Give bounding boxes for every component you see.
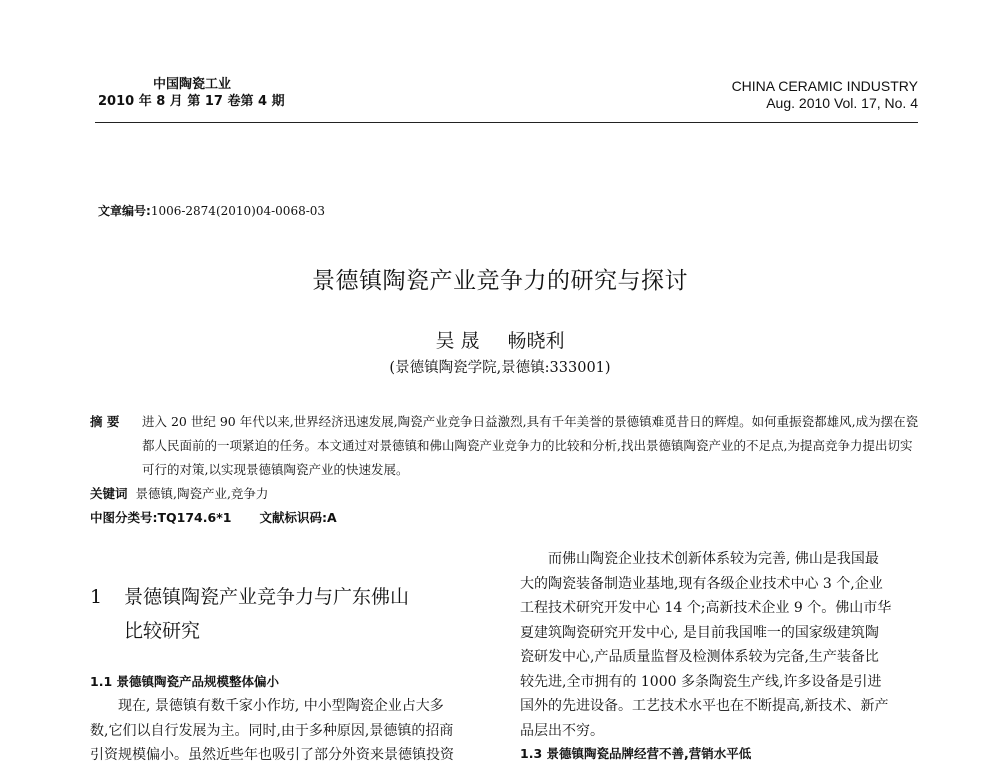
section-1-title-line2: 比较研究: [124, 620, 201, 642]
author-1: 吴 晟: [435, 330, 480, 352]
keywords: [90, 484, 268, 502]
right-body-line: 工程技术研究开发中心 14 个;高新技术企业 9 个。佛山市华: [520, 600, 892, 616]
right-body-line: 较先进,全市拥有的 1000 多条陶瓷生产线,许多设备是引进: [520, 673, 882, 690]
section-1-heading: [90, 580, 409, 648]
journal-issue-en: Aug. 2010 Vol. 17, No. 4: [766, 95, 918, 111]
right-body-line: 而佛山陶瓷企业技术创新体系较为完善, 佛山是我国最: [548, 551, 879, 567]
right-body-line: 夏建筑陶瓷研究开发中心, 是目前我国唯一的国家级建筑陶: [520, 624, 879, 641]
subsection-1-1-heading: 1.1 景德镇陶瓷产品规模整体偏小: [90, 674, 279, 689]
section-1-number: 1: [90, 586, 103, 608]
journal-name-en: CHINA CERAMIC INDUSTRY: [731, 78, 918, 94]
authors: [0, 326, 1000, 353]
classification: [90, 508, 337, 526]
left-body-line: 数,它们以自行发展为主。同时,由于多种原因,景德镇的招商: [90, 722, 454, 739]
left-body-line: 引资规模偏小。虽然近些年也吸引了部分外资来景德镇投资: [90, 747, 454, 763]
classification-label: 中图分类号:: [90, 510, 158, 525]
left-body-line: 现在, 景德镇有数千家小作坊, 中小型陶瓷企业占大多: [118, 698, 444, 714]
journal-header-cn: [98, 76, 285, 110]
right-body-line: 品层出不穷。: [520, 722, 604, 739]
journal-header-en: [732, 78, 918, 112]
right-body-line: 瓷研发中心,产品质量监督及检测体系较为完备,生产装备比: [520, 649, 879, 665]
author-2: 畅晓利: [507, 330, 565, 352]
abstract: [90, 410, 920, 482]
right-body-line: 国外的先进设备。工艺技术水平也在不断提高,新技术、新产: [520, 698, 889, 714]
doc-code-value: A: [326, 510, 337, 525]
article-number-value: 1006-2874(2010)04-0068-03: [150, 204, 326, 218]
doc-code-label: 文献标识码:: [259, 510, 327, 525]
article-number-label: 文章编号:: [98, 204, 151, 218]
keywords-value: 景德镇,陶瓷产业,竞争力: [135, 486, 269, 501]
left-column-body: [90, 694, 500, 768]
header-rule: [95, 122, 918, 123]
journal-name-cn: 中国陶瓷工业: [153, 77, 232, 92]
classification-value: TQ174.6*1: [157, 510, 232, 525]
affiliation: (景德镇陶瓷学院,景德镇:333001): [389, 360, 611, 376]
paper-title: 景德镇陶瓷产业竞争力的研究与探讨: [312, 268, 688, 294]
keywords-label: 关键词: [90, 486, 128, 501]
subsection-1-3-heading: 1.3 景德镇陶瓷品牌经营不善,营销水平低: [520, 746, 752, 761]
section-1-title-line1: 景德镇陶瓷产业竞争力与广东佛山: [124, 586, 410, 608]
right-column-body: [520, 547, 920, 743]
right-body-line: 大的陶瓷装备制造业基地,现有各级企业技术中心 3 个,企业: [520, 575, 883, 592]
journal-issue-cn: 2010 年 8 月 第 17 卷第 4 期: [98, 94, 285, 109]
abstract-label: 摘 要: [90, 414, 120, 429]
abstract-text: 进入 20 世纪 90 年代以来,世界经济迅速发展,陶瓷产业竞争日益激烈,具有千年美誉的景德镇难觅昔日的辉煌。如何重振瓷都雄风,成为摆在瓷都人民面前的一项紧迫的任务。本文通过对景德镇和佛山陶瓷产业竞争力的比较和分析,找出景德镇陶瓷产业的不足点,为提高竞争力提出切实可行的对策,以实现景德镇陶瓷产业的快速发展。: [142, 414, 919, 477]
article-number: [98, 202, 325, 219]
